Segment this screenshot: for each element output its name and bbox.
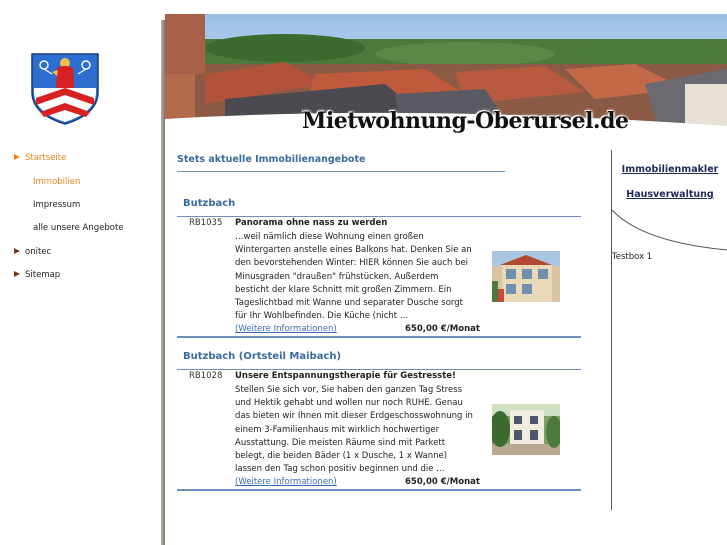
nav-arrow-icon xyxy=(14,248,20,254)
nav-label: onitec xyxy=(25,247,52,257)
nav-label: Immobilien xyxy=(33,177,81,187)
link-hausverwaltung[interactable]: Hausverwaltung xyxy=(626,189,714,200)
title-divider xyxy=(177,171,505,172)
section-heading: Butzbach xyxy=(183,198,236,209)
nav-arrow-icon xyxy=(14,154,20,160)
nav-onitec[interactable] xyxy=(14,247,51,257)
listing-description: Stellen Sie sich vor, Sie haben den ganzen Tag Stress und Hektik gehabt und wollen nur noch RUHE. Genau das bieten wir Ihnen mit dieser Erdgeschosswohnung in einem 3-Familienhaus mit wirklich hochwertiger Ausstattung. Die meisten Räume sind mit Parkett belegt, die beiden Bäder (1 x Dusche, 1 x Wanne) lassen den Tag schon positiv beginnen und die … xyxy=(235,385,473,475)
listing-description: …weil nämlich diese Wohnung einen großen Wintergarten anstelle eines Balkons hat. Denken Sie an den bevorstehenden Winter: HIER können Sie auch bei Minusgraden "draußen" frühstücken. Außerdem besticht der klare Schnitt mit großen Zimmern. Ein Tageslichtbad mit Wanne und separater Dusche sorgt für Ihr Wohlbefinden. Die Küche (nicht … xyxy=(235,232,472,322)
nav-label: Impressum xyxy=(33,200,81,210)
listing-divider xyxy=(177,489,581,491)
nav-alle-angebote[interactable] xyxy=(33,223,124,233)
more-info-link[interactable]: (Weitere Informationen) xyxy=(235,324,337,334)
nav-impressum[interactable] xyxy=(33,200,80,210)
listing-photo[interactable] xyxy=(492,251,560,302)
listing-title: Unsere Entspannungstherapie für Gestresste! xyxy=(235,371,456,381)
nav-arrow-icon xyxy=(14,271,20,277)
nav-label: Sitemap xyxy=(25,270,61,280)
listing-price: 650,00 €/Monat xyxy=(405,324,480,334)
listing-photo[interactable] xyxy=(492,404,560,455)
right-sidebar xyxy=(611,150,727,510)
nav-label: alle unsere Angebote xyxy=(33,223,124,233)
coat-of-arms-logo xyxy=(30,52,100,126)
nav-startseite[interactable] xyxy=(14,153,66,163)
nav-immobilien[interactable] xyxy=(33,177,80,187)
header-banner xyxy=(165,14,727,149)
section-heading: Butzbach (Ortsteil Maibach) xyxy=(183,351,342,362)
section-divider xyxy=(177,216,581,217)
listing-divider xyxy=(177,336,581,338)
listing-ref: RB1028 xyxy=(189,371,223,381)
more-info-link[interactable]: (Weitere Informationen) xyxy=(235,477,337,487)
page-title: Stets aktuelle Immobilienangebote xyxy=(177,154,366,165)
listing-ref: RB1035 xyxy=(189,218,223,228)
nav-label: Startseite xyxy=(25,153,67,163)
link-immobilienmakler[interactable]: Immobilienmakler xyxy=(621,164,719,175)
listing-price: 650,00 €/Monat xyxy=(405,477,480,487)
nav-sitemap[interactable] xyxy=(14,270,60,280)
listing-title: Panorama ohne nass zu werden xyxy=(235,218,388,228)
testbox-label: Testbox 1 xyxy=(612,252,653,262)
section-divider xyxy=(177,369,581,370)
site-title: Mietwohnung-Oberursel.de xyxy=(302,108,629,134)
